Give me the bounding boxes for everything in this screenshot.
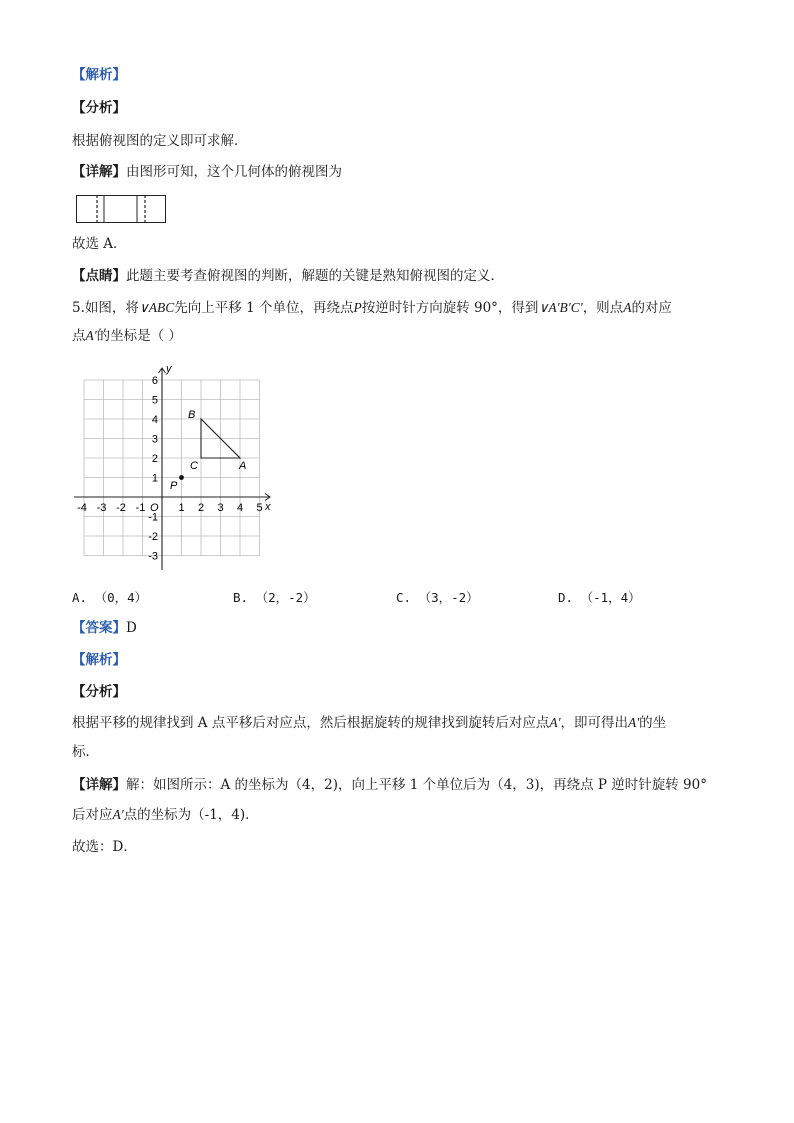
x-tick: 3 [217, 502, 224, 514]
fenxi-text: 根据俯视图的定义即可求解． [72, 133, 248, 149]
y-tick: -1 [148, 511, 158, 524]
top-view-figure [76, 195, 166, 223]
y-tick: 3 [151, 433, 158, 446]
daan-line [72, 619, 137, 637]
point-a-prime-ref: A' [112, 807, 124, 822]
y-axis-label: y [166, 363, 172, 375]
text-part: 根据平移的规律找到 A 点平移后对应点，然后根据旋转的规律找到旋转后对应点 [72, 715, 550, 731]
y-tick: 2 [151, 453, 158, 465]
q-part: 5.如图，将 [72, 300, 139, 316]
x-tick-labels [77, 502, 262, 514]
x-tick: 1 [178, 502, 185, 514]
triangle-abc-prime: ∨A′B′C′ [538, 300, 583, 315]
point-c-text: C [190, 460, 198, 472]
daan-value: D [126, 620, 137, 636]
y-tick: -3 [148, 550, 158, 563]
point-a-text: A [239, 460, 247, 472]
q-part: 先向上平移 1 个单位，再绕点 [174, 300, 354, 316]
q-part: ，则点 [582, 300, 624, 316]
question-line-2 [72, 327, 182, 345]
answer-a-line: 故选 A． [72, 236, 127, 252]
xiangjie-tag: 【详解】 [72, 164, 126, 180]
x-tick: 5 [256, 502, 263, 514]
point-a-prime-ref: A' [627, 715, 640, 730]
y-tick-labels [148, 375, 158, 563]
x-tick: -4 [77, 502, 87, 514]
dianjing-line [72, 267, 504, 285]
point-b-text: B [188, 409, 196, 421]
answer-d-line: 故选：D． [72, 839, 137, 855]
fenxi-text-2-line-2: 标． [72, 744, 99, 760]
option-a[interactable]: A. （0，4） [72, 590, 148, 605]
question-line-1 [72, 299, 672, 317]
x-tick: 2 [197, 502, 205, 514]
jiexi-heading-2: 【解析】 [72, 652, 126, 668]
point-p-label: P [353, 300, 362, 315]
point-p-dot [179, 475, 184, 480]
jiexi-heading: 【解析】 [72, 67, 126, 83]
text-part: 后对应 [72, 807, 113, 823]
daan-tag: 【答案】 [72, 620, 126, 636]
text-part: 点的坐标为（-1，4)． [123, 807, 259, 823]
q-part: 的坐标是（ ） [96, 328, 182, 344]
y-tick: 1 [151, 472, 158, 485]
fenxi-heading: 【分析】 [72, 100, 126, 116]
q-part: 按逆时针方向旋转 90°，得到 [361, 300, 539, 316]
triangle-abc: ∨ABC [138, 300, 175, 315]
y-tick: 4 [151, 414, 158, 426]
x-axis-label: x [265, 501, 271, 513]
x-tick: -1 [135, 502, 146, 514]
q-part: 的对应 [631, 300, 672, 316]
xiangjie-2-line-1 [72, 776, 707, 794]
y-tick: 5 [151, 394, 158, 407]
dianjing-text: 此题主要考查俯视图的判断，解题的关键是熟知俯视图的定义． [126, 268, 504, 284]
fenxi-text-2-line-1 [72, 714, 666, 732]
option-c[interactable]: C. （3，-2） [396, 590, 479, 605]
option-d[interactable]: D. （-1，4） [558, 590, 641, 605]
option-b[interactable]: B. （2，-2） [233, 590, 316, 605]
dianjing-tag: 【点睛】 [72, 268, 126, 284]
x-tick: 4 [236, 502, 244, 514]
fenxi-heading-2: 【分析】 [72, 684, 126, 700]
origin-label: O [150, 502, 159, 514]
y-tick: -2 [148, 531, 158, 543]
xiangjie-2-line-2 [72, 806, 259, 824]
point-p-text: P [170, 480, 178, 492]
q-part: 点 [72, 328, 86, 344]
point-a-prime-label: A' [85, 328, 97, 343]
xiangjie-line [72, 163, 342, 181]
x-tick: -2 [116, 502, 126, 514]
grid-lines [84, 380, 263, 556]
point-a-label: A [623, 300, 632, 315]
coordinate-graph [66, 360, 278, 572]
text-part: 的坐 [639, 715, 667, 731]
xiangjie-tag-2: 【详解】 [72, 777, 126, 793]
x-tick: -3 [96, 502, 107, 514]
point-a-prime-ref: A' [549, 715, 561, 730]
y-tick: 6 [151, 375, 158, 387]
xiangjie-text-2: 解：如图所示：A 的坐标为（4，2)，向上平移 1 个单位后为（4，3)，再绕点 P 逆时针旋转 90° [126, 777, 707, 793]
text-part: ，即可得出 [560, 715, 628, 731]
xiangjie-text: 由图形可知，这个几何体的俯视图为 [126, 164, 342, 180]
